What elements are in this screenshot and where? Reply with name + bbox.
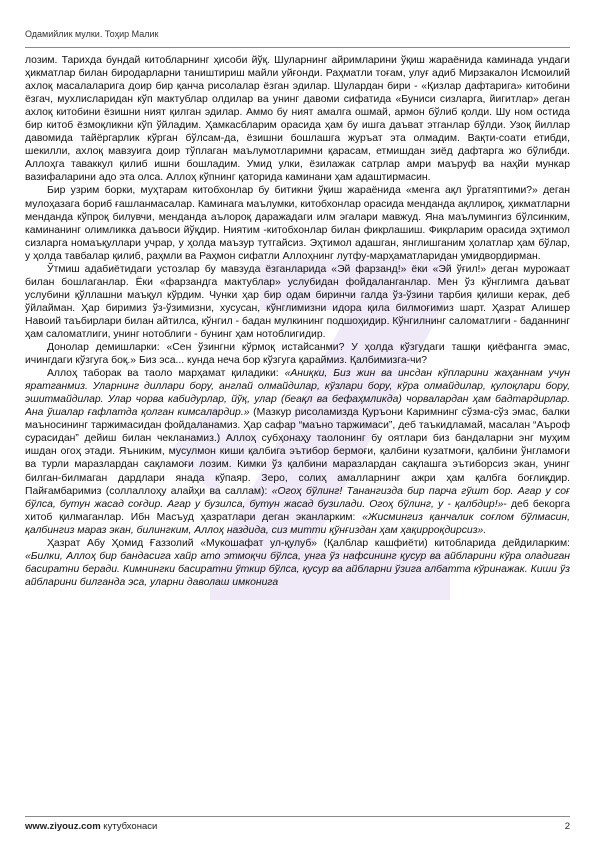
- text-run: Аллоҳ таборак ва таоло марҳамат қиладики:: [47, 368, 285, 380]
- ghazali-quote: «Билки, Аллоҳ бир бандасига хайр ато этмоқчи бўлса, унга ўз нафсининг қусур ва айбларини кўра оладиган басиратни беради. Кимнингки басиратни ўткир бўлса, қусур ва айбларни ўзига албатта кўринажак. Киши ўз айбларини билганда эса, уларни даволаш имконига: [25, 550, 570, 588]
- hadith-quote: «Огоҳ бўлинг! Танангизда бир парча гўшт бор. Агар у соғ бўлса, бутун жасад соғдир. Агар у бузилса, бутун жасад бузилади. Огоҳ бўлинг, у - қалбдир!»: [25, 485, 570, 510]
- footer-source: [25, 821, 157, 832]
- page-header: Одамийлик мулки. Тоҳир Малик: [25, 29, 159, 39]
- text-run: Ҳазрат Абу Ҳомид Ғаззолий «Мукошафат ул-қулуб» (Қалблар кашфиёти) китобларида дейдиларким:: [47, 537, 570, 549]
- text-run: - деб бекорга хитоб қилмаганлар. Ибн Масъуд ҳазратлари деган эканларким:: [25, 498, 570, 523]
- paragraph-2: Бир узрим борки, муҳтарам китобхонлар бу битикни ўқиш жараёнида «менга ақл ўргатяптими?» деган мулоҳазага бориб ғашланмасалар. Каминага маълумки, китобхонлар орасида менданда ақллироқ, ҳикматларни менданда кўпроқ билувчи, менданда аълороқ даражадаги илм эгалари мавжуд. Яна маълумингиз бўлсинким, каминанинг олимликка даъвоси йўқдир. Ниятим -китобхонлар билан фикрлашиш. Фикрларим орасида эҳтимол сизларга номаъқуллари учрар, у ҳолда маъзур тутгайсиз. Эҳтимол адашган, янглишганим ҳолатлар ҳам бўлар, у ҳолда тавбалар қилиб, раҳмли ва Раҳмон сифатли Аллоҳнинг лутфу-марҳаматларидан умидвордирман.: [25, 185, 570, 262]
- page-body: [25, 54, 570, 802]
- paragraph-4: Донолар демишларки: «Сен ўзингни кўрмоқ истайсанми? У ҳолда кўзгудаги ташқи қиёфангга эмас, ичингдаги кўзгуга боқ.» Биз эса... кунда неча бор кўзгуга қараймиз. Қалбимизга-чи?: [25, 342, 570, 367]
- paragraph-1: лозим. Тарихда бундай китобларнинг ҳисоби йўқ. Шуларнинг айримларини ўқиш жараёнида каминада ундаги ҳикматлар билан биродарларни таништириш майли уйғонди. Раҳматли тоғам, улуғ адиб Мирзакалон Исмоилий ахлоқ масалаларига доир бир қанча рисолалар ёзган эдилар. Шулардан бири - «Қизлар дафтарига» китобини ёзгач, мухлисларидан кўп мактублар олдилар ва унинг давоми сифатида «Буниси сизларга, йигитлар» деган ахлоқ китобини ёзишни ният қилган эдилар. Аммо бу ният амалга ошмай, армон бўлиб қолди. Шу ном остида бир китоб ёзмоқликни кўп ўйладим. Ҳамкасбларим орасида ҳам бу ишга даъват этганлар бўлди. Узоқ йиллар давомида тайёргарлик кўрган бўлсам-да, ёзишни бошлашга журъат эта олмадим. Вақти-соати етибди, шекилли, ахлоқ мавзуига доир тўплаган маълумотларимни қарасам, етмишдан зиёд дафтарга жо бўлибди. Аллоҳга таваккул қилиб ишни бошладим. Умид улки, ёзилажак сатрлар амри маъруф ва наҳйи мункар вазифаларини адо эта олса. Аллоҳ кўпнинг қаторида каминани ҳам адаштирмасин.: [25, 55, 570, 184]
- text-run: (Мазкур рисоламизда Қуръони Каримнинг сўзма-сўз эмас, балки маъносининг таржимасидан фойдаланамиз. Ҳар сафар “маъно таржимаси”, деб таъкидламай, масалан “Аъроф сурасидан” дейиш билан чекланамиз.) Аллоҳ субҳонаҳу таолонинг бу оятлари биз бандаларни энг муҳим ишдан огоҳ этади. Яъниким, мусулмон киши қалбига эътибор бермоғи, қалбини кузатмоғи, қалбини ўнгламоғи ва турли маразлардан сақламоғи лозим. Кимки ўз қалбини маразлардан сақлашга эътиборсиз экан, унинг билган-билмаган дардлари янада кўпаяр. Зеро, солиҳ амалларнинг ажри ҳам қалбга боғлиқдир. Пайғамбаримиз (соллаллоҳу алайҳи ва саллам):: [25, 407, 570, 497]
- quran-quote: «Аниқки, Биз жин ва инсдан кўпларини жаҳаннам учун яратганмиз. Уларнинг диллари бору, англай олмайдилар, кўзлари бору, кўра олмайдилар, қулоқлари бору, эшитмайдилар. Улар чорва кабидурлар, йўқ, улар (беақл ва бефаҳмликда) чорвалардан ҳам бадтардирлар. Ана ўшалар ғафлатда қолган кимсалардир.»: [25, 368, 570, 419]
- paragraph-3: Ўтмиш адабиётидаги устозлар бу мавзуда ёзганларида «Эй фарзанд!» ёки «Эй ўғил!» деган мурожаат билан бошлаганлар. Ёки «фарзандга мактублар» услубидан фойдаланганлар. Мен ўз кўнглимга даъват услубини қўллашни маъқул кўрдим. Чунки ҳар бир одам биринчи галда ўз-ўзини тарбия қилиши керак, деб ўйлайман. Ҳар биримиз ўз-ўзимизни, хусусан, кўнглимизни идора қила билмоғимиз шарт. Ҳазрат Алишер Навоий таъбирлари билан айтилса, кўнгил - бадан мулкининг подшоҳидир. Кўнгилнинг саломатлиги - баданнинг ҳам саломатлиги, унинг нотоблиги - бунинг ҳам нотоблигидир.: [25, 263, 570, 340]
- header-divider: [25, 47, 570, 48]
- footer-label: кутубхонаси: [100, 821, 158, 832]
- ibn-masud-quote: «Жисмингиз қанчалик соғлом бўлмасин, қалбингиз мараз экан, билингким, Аллоҳ наздида, сиз митти қўнғиздан ҳам ҳақирроқдирсиз».: [25, 511, 570, 536]
- paragraph-5: [25, 367, 570, 537]
- paragraph-6: [25, 537, 570, 589]
- footer-divider: [25, 816, 570, 817]
- page-number: 2: [564, 821, 570, 832]
- footer-site-link[interactable]: www.ziyouz.com: [25, 821, 101, 832]
